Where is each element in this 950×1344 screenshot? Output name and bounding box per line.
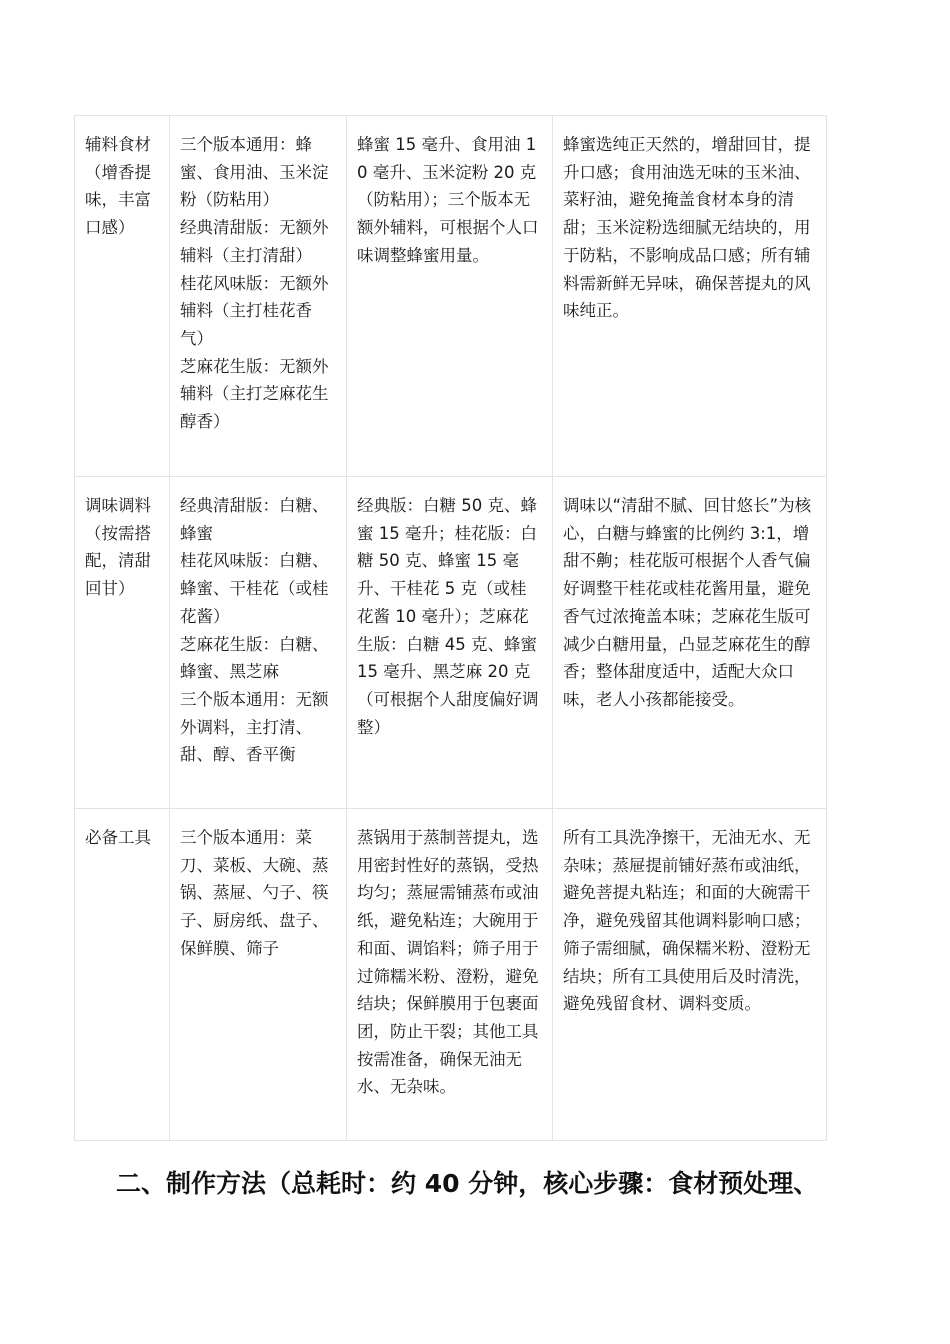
- versions-cell: 经典清甜版：白糖、蜂蜜 桂花风味版：白糖、蜂蜜、干桂花（或桂花酱） 芝麻花生版：白糖、蜂蜜、黑芝麻 三个版本通用：无额外调料，主打清、甜、醇、香平衡: [170, 477, 347, 809]
- notes-cell: 调味以“清甜不腻、回甘悠长”为核心，白糖与蜂蜜的比例约 3:1，增甜不齁；桂花版可根据个人香气偏好调整干桂花或桂花酱用量，避免香气过浓掩盖本味；芝麻花生版可减少白糖用量，凸显芝麻花生的醇香；整体甜度适中，适配大众口味，老人小孩都能接受。: [553, 477, 827, 809]
- amounts-cell: 经典版：白糖 50 克、蜂蜜 15 毫升；桂花版：白糖 50 克、蜂蜜 15 毫升、干桂花 5 克（或桂花酱 10 毫升）；芝麻花生版：白糖 45 克、蜂蜜 15 毫升、黑芝麻 20 克（可根据个人甜度偏好调整）: [347, 477, 553, 809]
- notes-cell: 蜂蜜选纯正天然的，增甜回甘，提升口感；食用油选无味的玉米油、菜籽油，避免掩盖食材本身的清甜；玉米淀粉选细腻无结块的，用于防粘，不影响成品口感；所有辅料需新鲜无异味，确保菩提丸的风味纯正。: [553, 116, 827, 477]
- amounts-cell: 蒸锅用于蒸制菩提丸，选用密封性好的蒸锅，受热均匀；蒸屉需铺蒸布或油纸，避免粘连；大碗用于和面、调馅料；筛子用于过筛糯米粉、澄粉，避免结块；保鲜膜用于包裹面团，防止干裂；其他工具按需准备，确保无油无水、无杂味。: [347, 809, 553, 1141]
- versions-cell: 三个版本通用：菜刀、菜板、大碗、蒸锅、蒸屉、勺子、筷子、厨房纸、盘子、保鲜膜、筛子: [170, 809, 347, 1141]
- versions-cell: 三个版本通用：蜂蜜、食用油、玉米淀粉（防粘用） 经典清甜版：无额外辅料（主打清甜） 桂花风味版：无额外辅料（主打桂花香气） 芝麻花生版：无额外辅料（主打芝麻花生醇香）: [170, 116, 347, 477]
- amounts-cell: 蜂蜜 15 毫升、食用油 10 毫升、玉米淀粉 20 克（防粘用）；三个版本无额外辅料，可根据个人口味调整蜂蜜用量。: [347, 116, 553, 477]
- table-row: [75, 477, 827, 809]
- table-row: [75, 116, 827, 477]
- recipe-ingredients-table: [74, 115, 827, 1141]
- section-heading: 二、制作方法（总耗时：约 40 分钟，核心步骤：食材预处理、: [116, 1169, 819, 1198]
- notes-cell: 所有工具洗净擦干，无油无水、无杂味；蒸屉提前铺好蒸布或油纸，避免菩提丸粘连；和面的大碗需干净，避免残留其他调料影响口感；筛子需细腻，确保糯米粉、澄粉无结块；所有工具使用后及时清洗，避免残留食材、调料变质。: [553, 809, 827, 1141]
- table-row: [75, 809, 827, 1141]
- category-cell: 调味调料 （按需搭配，清甜回甘）: [75, 477, 170, 809]
- category-cell: 辅料食材 （增香提味，丰富口感）: [75, 116, 170, 477]
- category-cell: 必备工具: [75, 809, 170, 1141]
